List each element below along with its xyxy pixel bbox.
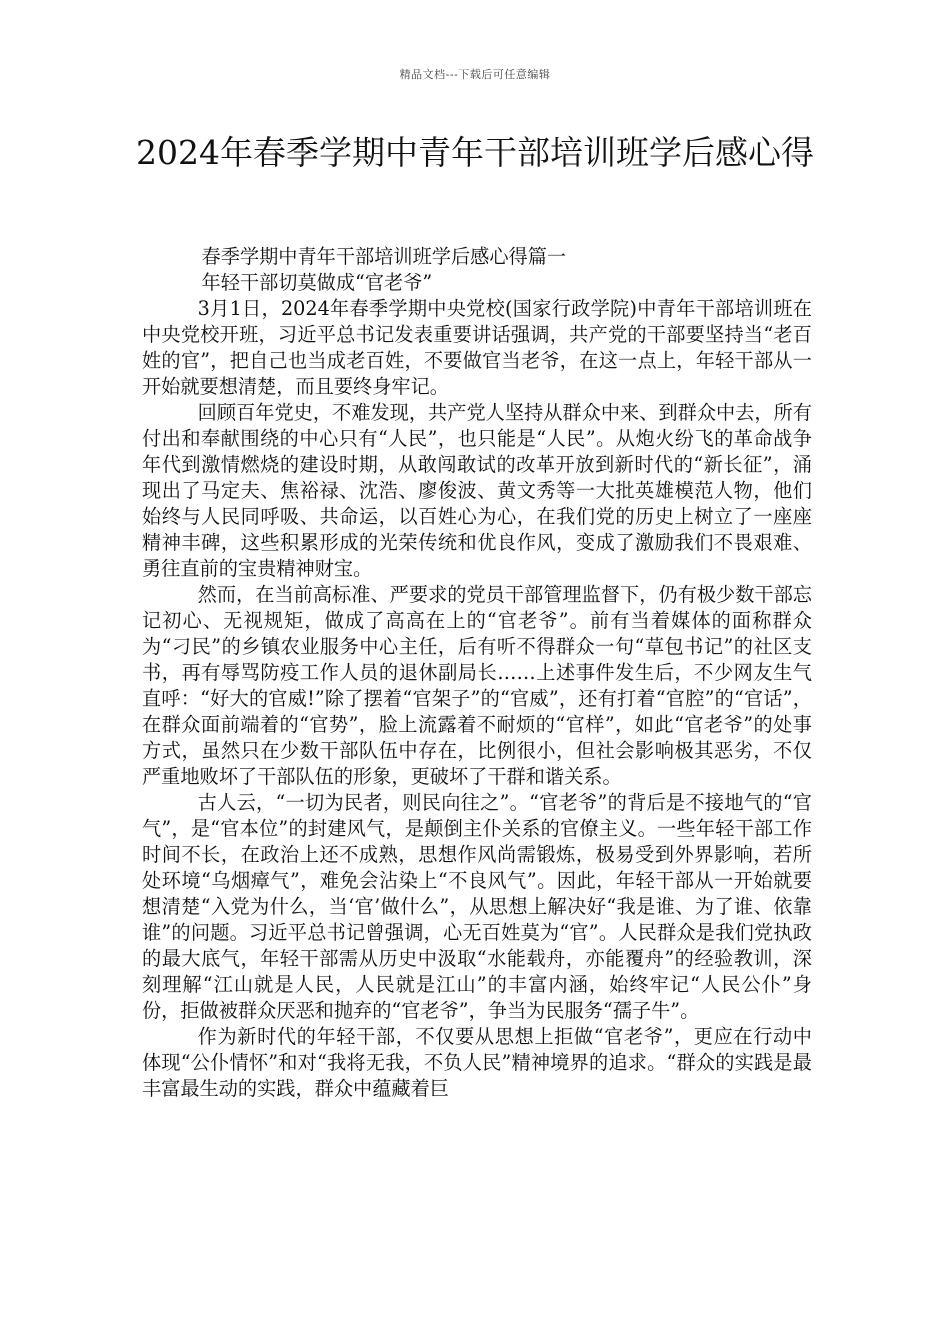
paragraph-1: 3月1日，2024年春季学期中央党校(国家行政学院)中青年干部培训班在中央党校开班，习近平总书记发表重要讲话强调，共产党的干部要坚持当“老百姓的官”，把自己也当成老百姓，不要做官当老爷，在这一点上，年轻干部从一开始就要想清楚，而且要终身牢记。: [142, 297, 812, 398]
article-heading: 年轻干部切莫做成“官老爷”: [201, 271, 433, 294]
page-header-note: 精品文档---下载后可任意编辑: [399, 68, 551, 81]
paragraph-4: 古人云，“一切为民者，则民向往之”。“官老爷”的背后是不接地气的“官气”，是“官本位”的封建风气，是颠倒主仆关系的官僚主义。一些年轻干部工作时间不长，在政治上还不成熟，思想作风尚需锻炼，极易受到外界影响，若所处环境“乌烟瘴气”，难免会沾染上“不良风气”。因此，年轻干部从一开始就要想清楚“入党为什么，当‘官’做什么”，从思想上解决好“我是谁、为了谁、依靠谁”的问题。习近平总书记曾强调，心无百姓莫为“官”。人民群众是我们党执政的最大底气，年轻干部需从历史中汲取“水能载舟，亦能覆舟”的经验教训，深刻理解“江山就是人民，人民就是江山”的丰富内涵，始终牢记“人民公仆”身份，拒做被群众厌恶和抛弃的“官老爷”，争当为民服务“孺子牛”。: [142, 791, 812, 1022]
section-heading: 春季学期中青年干部培训班学后感心得篇一: [201, 245, 567, 268]
paragraph-5: 作为新时代的年轻干部，不仅要从思想上拒做“官老爷”，更应在行动中体现“公仆情怀”和对“我将无我，不负人民”精神境界的追求。“群众的实践是最丰富最生动的实践，群众中蕴藏着巨: [142, 1025, 812, 1100]
paragraph-3: 然而，在当前高标准、严要求的党员干部管理监督下，仍有极少数干部忘记初心、无视规矩，做成了高高在上的“官老爷”。前有当着媒体的面称群众为“刁民”的乡镇农业服务中心主任，后有听不得群众一句“草包书记”的社区支书，再有辱骂防疫工作人员的退休副局长……上述事件发生后，不少网友生气直呼：“好大的官威!”除了摆着“官架子”的“官威”，还有打着“官腔”的“官话”，在群众面前端着的“官势”，脸上流露着不耐烦的“官样”，如此“官老爷”的处事方式，虽然只在少数干部队伍中存在，比例很小，但社会影响极其恶劣，不仅严重地败坏了干部队伍的形象，更破坏了干群和谐关系。: [142, 583, 812, 788]
document-body: [142, 244, 812, 1102]
paragraph-2: 回顾百年党史，不难发现，共产党人坚持从群众中来、到群众中去，所有付出和奉献围绕的中心只有“人民”，也只能是“人民”。从炮火纷飞的革命战争年代到激情燃烧的建设时期，从敢闯敢试的改革开放到新时代的“新长征”，涌现出了马定夫、焦裕禄、沈浩、廖俊波、黄文秀等一大批英雄模范人物，他们始终与人民同呼吸、共命运，以百姓心为心，在我们党的历史上树立了一座座精神丰碑，这些积累形成的光荣传统和优良作风，变成了激励我们不畏艰难、勇往直前的宝贵精神财宝。: [142, 401, 812, 580]
document-title: 2024年春季学期中青年干部培训班学后感心得: [136, 133, 814, 172]
